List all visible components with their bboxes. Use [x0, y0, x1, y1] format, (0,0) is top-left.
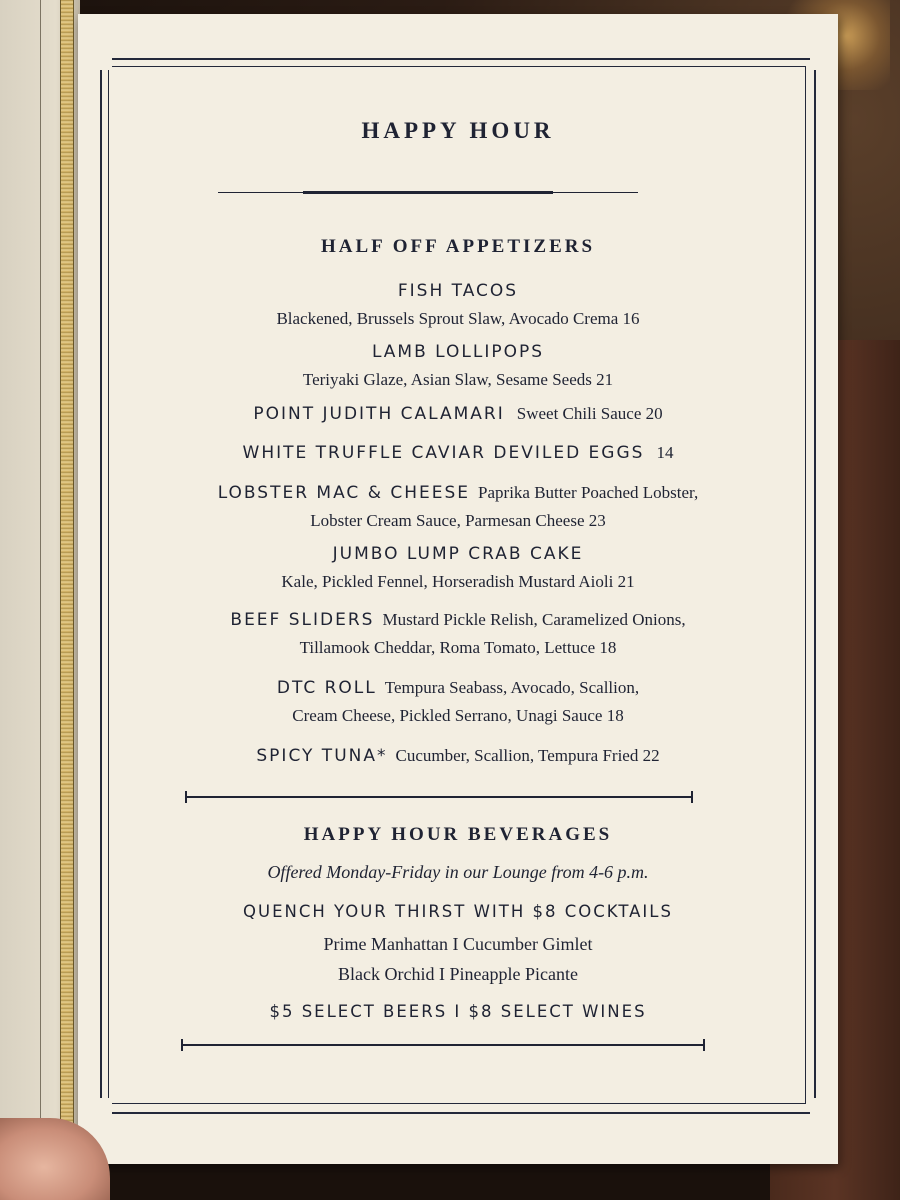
menu-content — [78, 14, 838, 1164]
bottom-divider — [181, 1044, 705, 1046]
item-description: Tempura Seabass, Avocado, Scallion, — [384, 678, 640, 697]
item-description: Sweet Chili Sauce 20 — [516, 404, 663, 423]
item-name: LAMB LOLLIPOPS — [371, 342, 545, 362]
item-description: Cucumber, Scallion, Tempura Fried 22 — [395, 746, 660, 765]
item-description: Mustard Pickle Relish, Caramelized Onions, — [382, 610, 686, 629]
item-name: JUMBO LUMP CRAB CAKE — [332, 544, 584, 564]
menu-item — [108, 674, 808, 729]
cocktails-line-2: Black Orchid I Pineapple Picante — [338, 964, 578, 984]
cocktails-heading: QUENCH YOUR THIRST WITH $8 COCKTAILS — [243, 902, 673, 921]
left-page-border — [0, 0, 41, 1200]
menu-item — [108, 479, 808, 534]
cocktails-line-1: Prime Manhattan I Cucumber Gimlet — [323, 934, 593, 954]
menu-item — [108, 606, 808, 661]
menu-item — [108, 278, 808, 332]
item-description: Teriyaki Glaze, Asian Slaw, Sesame Seeds 21 — [302, 370, 614, 389]
gold-spine — [60, 0, 74, 1140]
appetizers-heading: HALF OFF APPETIZERS — [320, 236, 596, 257]
menu-item — [108, 400, 808, 428]
beverages-heading: HAPPY HOUR BEVERAGES — [303, 824, 613, 845]
item-name: BEEF SLIDERS — [230, 610, 375, 630]
item-description: Blackened, Brussels Sprout Slaw, Avocado Crema 16 — [276, 309, 640, 328]
menu-item — [108, 742, 808, 770]
menu-card — [78, 14, 838, 1164]
beverages-hours: Offered Monday-Friday in our Lounge from 4-6 p.m. — [267, 862, 649, 882]
item-description: Kale, Pickled Fennel, Horseradish Mustard Aioli 21 — [281, 572, 635, 591]
item-name: SPICY TUNA* — [256, 746, 388, 766]
menu-item — [108, 339, 808, 393]
item-price: 14 — [656, 443, 674, 462]
item-description-cont: Cream Cheese, Pickled Serrano, Unagi Sauce 18 — [292, 706, 624, 725]
item-name: DTC ROLL — [276, 678, 377, 698]
item-description-cont: Tillamook Cheddar, Roma Tomato, Lettuce 18 — [299, 638, 617, 657]
menu-item — [108, 439, 808, 467]
item-name: WHITE TRUFFLE CAVIAR DEVILED EGGS — [242, 443, 645, 463]
item-name: FISH TACOS — [397, 281, 519, 301]
item-name: LOBSTER MAC & CHEESE — [217, 483, 471, 503]
item-description: Paprika Butter Poached Lobster, — [478, 483, 699, 502]
section-divider — [185, 796, 693, 798]
beer-wine-line: $5 SELECT BEERS I $8 SELECT WINES — [269, 1002, 647, 1021]
item-name: POINT JUDITH CALAMARI — [253, 404, 505, 424]
item-description-cont: Lobster Cream Sauce, Parmesan Cheese 23 — [310, 511, 606, 530]
menu-item — [108, 541, 808, 595]
menu-title: HAPPY HOUR — [361, 118, 555, 143]
title-rule-accent — [303, 191, 553, 194]
